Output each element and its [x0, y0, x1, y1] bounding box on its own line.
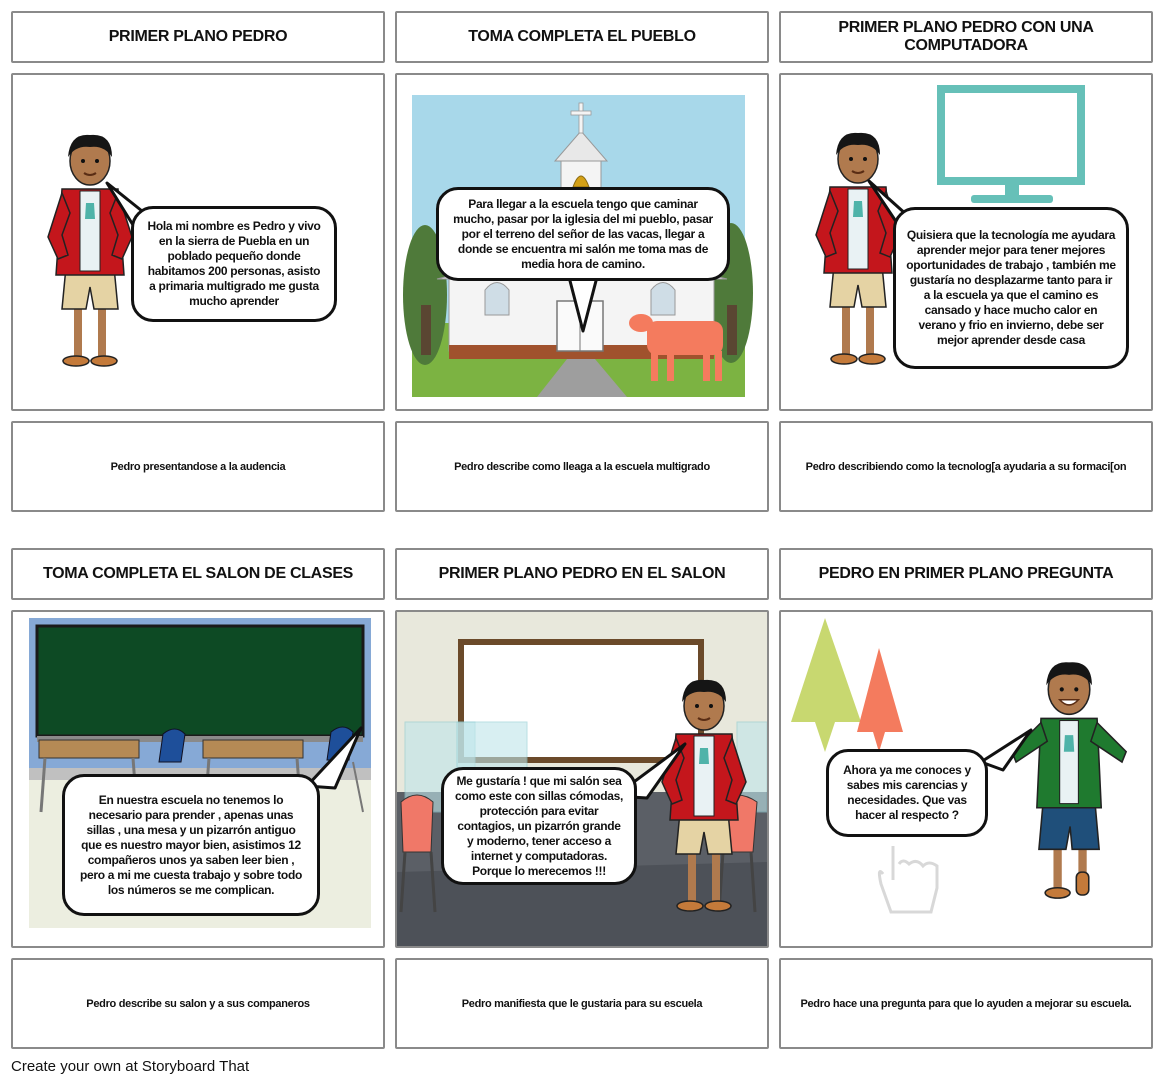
speech-tail: [565, 275, 605, 335]
panel-4-title: [11, 548, 385, 600]
panel-5-caption-text: Pedro manifiesta que le gustaria para su escuela: [461, 997, 703, 1010]
storyboard-that-link[interactable]: Create your own at Storyboard That: [11, 1058, 250, 1075]
panel-6-title-text: PEDRO EN PRIMER PLANO PREGUNTA: [818, 565, 1114, 582]
panel-5-speech: Me gustaría ! que mi salón sea como este con sillas cómodas, protección para evitar contagios, un pizarrón grande y moderno, tener acceso a internet y computadoras. Porque lo merecemos !!!: [441, 767, 637, 885]
panel-3-caption-text: Pedro describiendo como la tecnolog[a ayudaria a su formaci[on: [805, 460, 1127, 473]
panel-4-caption-text: Pedro describe su salon y a sus companeros: [86, 997, 310, 1010]
monitor-icon: [941, 89, 1081, 203]
panel-4-scene: [11, 610, 385, 948]
panel-1-scene: [11, 73, 385, 411]
panel-6-title: [779, 548, 1153, 600]
panel-2-title: [395, 11, 769, 63]
panel-5-scene: [395, 610, 769, 948]
panel-6-caption: [779, 958, 1153, 1049]
panel-3-title: [779, 11, 1153, 63]
panel-4-speech: En nuestra escuela no tenemos lo necesario para prender , apenas unas sillas , una mesa y un pizarrón antiguo que es nuestro mayor bien, asistimos 12 compañeros unos ya saben leer bien , pero a mi me cuesta trabajo y sobre todo los números se me complican.: [62, 774, 320, 916]
panel-1-caption-text: Pedro presentandose a la audencia: [110, 460, 286, 473]
panel-4-title-text: TOMA COMPLETA EL SALON DE CLASES: [42, 565, 354, 582]
panel-3-speech: Quisiera que la tecnología me ayudara aprender mejor para tener mejores oportunidades de trabajo , también me gustaría no desplazarme tanto para ir a la escuela ya que el camino es cansado y hace mucho calor en verano y frio en invierno, debe ser mejor aprender desde casa: [893, 207, 1129, 369]
panel-5-title-text: PRIMER PLANO PEDRO EN EL SALON: [438, 565, 726, 582]
panel-1-title-text: PRIMER PLANO PEDRO: [108, 28, 288, 45]
panel-6-scene: [779, 610, 1153, 948]
panel-4-caption: [11, 958, 385, 1049]
panel-2-title-text: TOMA COMPLETA EL PUEBLO: [468, 28, 696, 45]
panel-3-title-text: PRIMER PLANO PEDRO CON UNA COMPUTADORA: [838, 19, 1094, 54]
panel-1-caption: [11, 421, 385, 512]
panel-5-title: [395, 548, 769, 600]
hand-pointer-icon: [879, 846, 937, 912]
panel-3-caption: [779, 421, 1153, 512]
panel-3-scene: [779, 73, 1153, 411]
panel-6-caption-text: Pedro hace una pregunta para que lo ayuden a mejorar su escuela.: [800, 997, 1132, 1010]
panel-2-caption-text: Pedro describe como lleaga a la escuela multigrado: [454, 460, 710, 473]
panel-5-caption: [395, 958, 769, 1049]
panel-6-speech: Ahora ya me conoces y sabes mis carencias y necesidades. Que vas hacer al respecto ?: [826, 749, 988, 837]
panel-1-speech: Hola mi nombre es Pedro y vivo en la sierra de Puebla en un poblado pequeño donde habitamos 200 personas, asisto a primaria multigrado me gusta mucho aprender: [131, 206, 337, 322]
panel-2-speech: Para llegar a la escuela tengo que caminar mucho, pasar por la iglesia del mi pueblo, pasar por el terreno del señor de las vacas, llegar a donde se encuentra mi salón me toma mas de media hora de camino.: [436, 187, 730, 281]
panel-2-scene: [395, 73, 769, 411]
panel-1-title: [11, 11, 385, 63]
panel-2-caption: [395, 421, 769, 512]
